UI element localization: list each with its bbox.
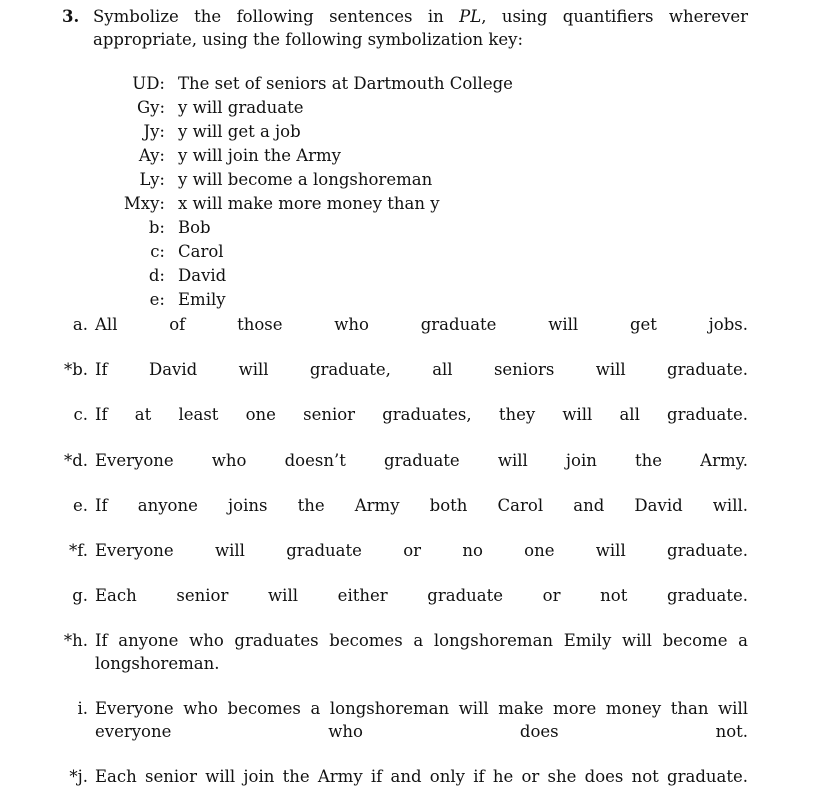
item-marker: i. xyxy=(77,699,88,719)
item-marker: g. xyxy=(72,586,88,606)
key-definition: x will make more money than y xyxy=(178,194,440,213)
key-definition: y will graduate xyxy=(178,98,304,117)
key-row xyxy=(62,168,748,192)
key-symbol: d: xyxy=(148,266,165,285)
item-marker: *j. xyxy=(69,766,88,786)
item-text: If anyone who graduates becomes a longshoreman Emily will become a longshoreman. xyxy=(95,631,748,673)
item-marker: *h. xyxy=(63,631,88,651)
key-row xyxy=(62,288,748,312)
key-definition: y will become a longshoreman xyxy=(178,170,433,189)
list-item xyxy=(62,698,748,766)
item-marker: a. xyxy=(72,315,88,334)
item-text: Each senior will join the Army if and only if he or she does not graduate. xyxy=(95,766,748,786)
prompt-text-trailing: , using quantifiers wherever appropriate, using the following symbolization key: xyxy=(93,7,748,49)
key-definition: y will get a job xyxy=(178,122,301,141)
key-definition: The set of seniors at Dartmouth College xyxy=(178,74,513,93)
key-symbol: Ay: xyxy=(138,146,165,165)
key-row xyxy=(62,120,748,144)
key-row xyxy=(62,264,748,288)
key-symbol: Mxy: xyxy=(123,194,165,213)
exercise-prompt xyxy=(62,6,748,51)
key-row xyxy=(62,240,748,264)
key-definition: Emily xyxy=(178,290,226,309)
item-text: Everyone will graduate or no one will graduate. xyxy=(95,540,748,560)
list-item xyxy=(62,450,748,495)
item-text: If anyone joins the Army both Carol and David will. xyxy=(95,495,748,515)
prompt-text-leading: Symbolize the following sentences in xyxy=(93,7,460,26)
sentence-list xyxy=(62,314,748,811)
key-symbol: Ly: xyxy=(139,170,165,189)
item-text: Everyone who becomes a longshoreman will make more money than will everyone who does not. xyxy=(95,699,748,741)
key-symbol: e: xyxy=(149,290,165,309)
list-item xyxy=(62,585,748,630)
symbolization-key xyxy=(62,72,748,312)
key-symbol: c: xyxy=(150,242,165,261)
list-item xyxy=(62,404,748,449)
item-text: Each senior will either graduate or not graduate. xyxy=(95,586,748,606)
item-marker: *d. xyxy=(63,450,88,470)
list-item xyxy=(62,314,748,359)
key-row xyxy=(62,96,748,120)
item-text: If David will graduate, all seniors will graduate. xyxy=(95,360,748,380)
list-item xyxy=(62,766,748,811)
key-definition: David xyxy=(178,266,227,285)
item-text: Everyone who doesn’t graduate will join the Army. xyxy=(95,450,748,470)
list-item xyxy=(62,495,748,540)
key-row xyxy=(62,192,748,216)
key-row xyxy=(62,216,748,240)
key-row xyxy=(62,144,748,168)
item-marker: *f. xyxy=(68,540,88,560)
key-symbol: UD: xyxy=(132,74,165,93)
item-marker: *b. xyxy=(63,360,88,380)
item-text: If at least one senior graduates, they will all graduate. xyxy=(95,405,748,425)
key-definition: y will join the Army xyxy=(178,146,342,165)
exercise-number: 3. xyxy=(62,7,80,26)
list-item xyxy=(62,540,748,585)
list-item xyxy=(62,359,748,404)
key-symbol: Jy: xyxy=(143,122,165,141)
key-symbol: Gy: xyxy=(136,98,165,117)
key-definition: Carol xyxy=(178,242,224,261)
key-symbol: b: xyxy=(148,218,165,237)
key-definition: Bob xyxy=(178,218,211,237)
logic-system-label: PL xyxy=(459,7,482,26)
list-item xyxy=(62,630,748,698)
item-marker: c. xyxy=(73,405,88,425)
item-text: All of those who graduate will get jobs. xyxy=(95,315,748,334)
key-row xyxy=(62,72,748,96)
exercise-block xyxy=(62,6,748,51)
item-marker: e. xyxy=(72,495,88,515)
